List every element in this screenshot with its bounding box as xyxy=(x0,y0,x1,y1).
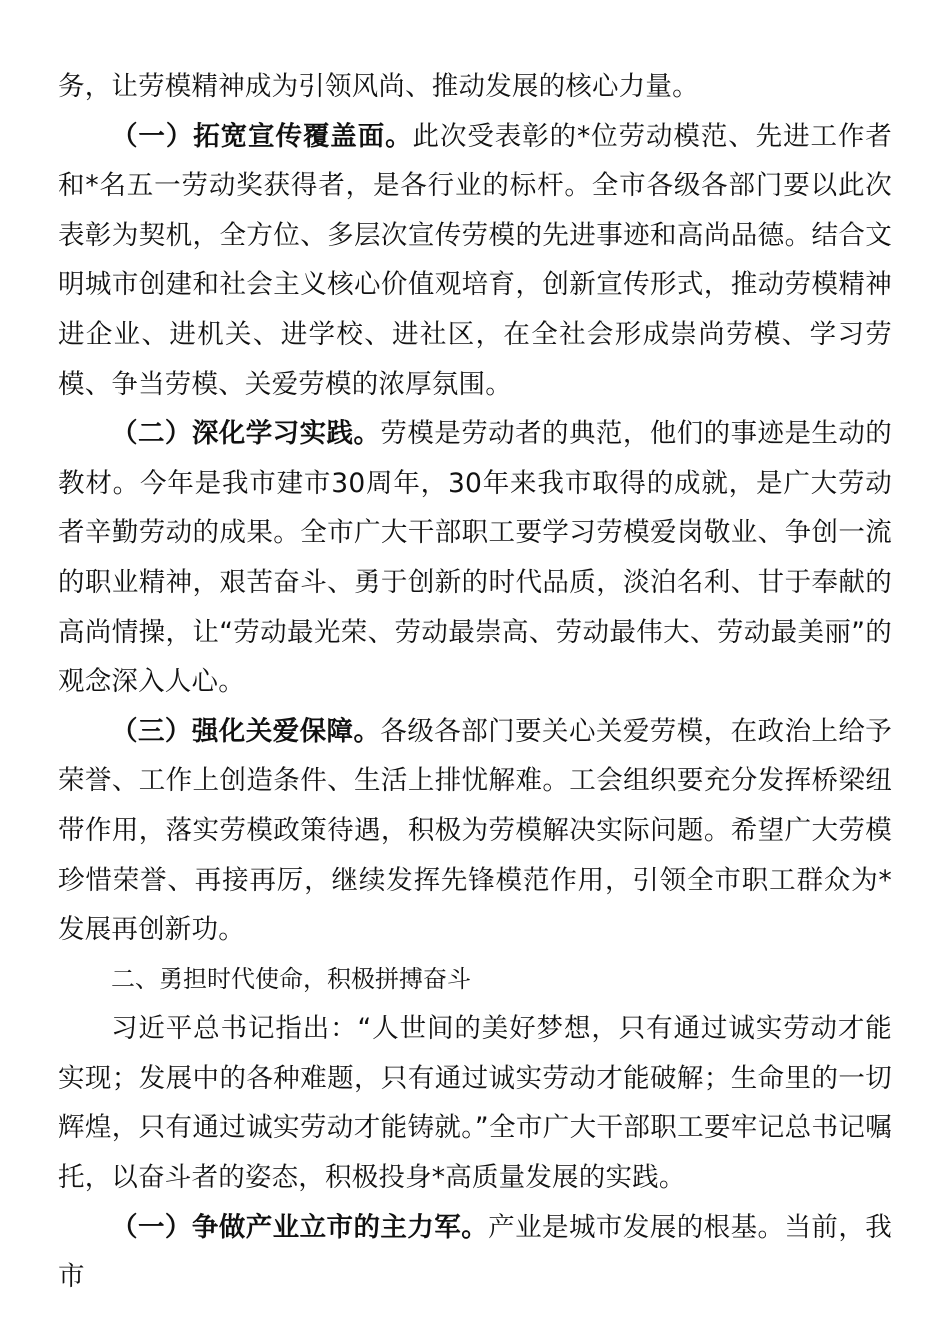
paragraph-text: 习近平总书记指出：“人世间的美好梦想，只有通过诚实劳动才能实现；发展中的各种难题，只有通过诚实劳动才能破解；生命里的一切辉煌，只有通过诚实劳动才能铸就。”全市广大干部职工要牢记总书记嘱托，以奋斗者的姿态，积极投身*高质量发展的实践。 xyxy=(58,1013,892,1194)
document-page xyxy=(58,62,892,1302)
paragraph-text: 务，让劳模精神成为引领风尚、推动发展的核心力量。 xyxy=(58,71,699,102)
paragraph-care xyxy=(58,707,892,955)
paragraph-continuation xyxy=(58,62,892,112)
paragraph-body: 各级各部门要关心关爱劳模，在政治上给予荣誉、工作上创造条件、生活上排忧解难。工会组织要充分发挥桥梁纽带作用，落实劳模政策待遇，积极为劳模解决实际问题。希望广大劳模珍惜荣誉、再接再厉，继续发挥先锋模范作用，引领全市职工群众为*发展再创新功。 xyxy=(58,715,892,946)
paragraph-body: 劳模是劳动者的典范，他们的事迹是生动的教材。今年是我市建市30周年，30年来我市取得的成就，是广大劳动者辛勤劳动的成果。全市广大干部职工要学习劳模爱岗敬业、争创一流的职业精神，艰苦奋斗、勇于创新的时代品质，淡泊名利、甘于奉献的高尚情操，让“劳动最光荣、劳动最崇高、劳动最伟大、劳动最美丽”的观念深入人心。 xyxy=(58,418,892,698)
paragraph-lead-heading: （二）深化学习实践。 xyxy=(111,418,381,450)
section-heading-text: 二、勇担时代使命，积极拼搏奋斗 xyxy=(111,964,471,993)
paragraph-body: 产业是城市发展的根基。当前，我市 xyxy=(58,1211,892,1293)
paragraph-publicity xyxy=(58,112,892,410)
section-heading xyxy=(58,955,892,1005)
paragraph-lead-heading: （一）拓宽宣传覆盖面。 xyxy=(111,120,413,152)
paragraph-lead-heading: （三）强化关爱保障。 xyxy=(111,715,381,747)
paragraph-lead-heading: （一）争做产业立市的主力军。 xyxy=(111,1211,489,1243)
paragraph-industry xyxy=(58,1203,892,1302)
paragraph-body: 此次受表彰的*位劳动模范、先进工作者和*名五一劳动奖获得者，是各行业的标杆。全市各级各部门要以此次表彰为契机，全方位、多层次宣传劳模的先进事迹和高尚品德。结合文明城市创建和社会主义核心价值观培育，创新宣传形式，推动劳模精神进企业、进机关、进学校、进社区，在全社会形成崇尚劳模、学习劳模、争当劳模、关爱劳模的浓厚氛围。 xyxy=(58,120,893,400)
paragraph-quote xyxy=(58,1004,892,1202)
paragraph-learning xyxy=(58,409,892,707)
